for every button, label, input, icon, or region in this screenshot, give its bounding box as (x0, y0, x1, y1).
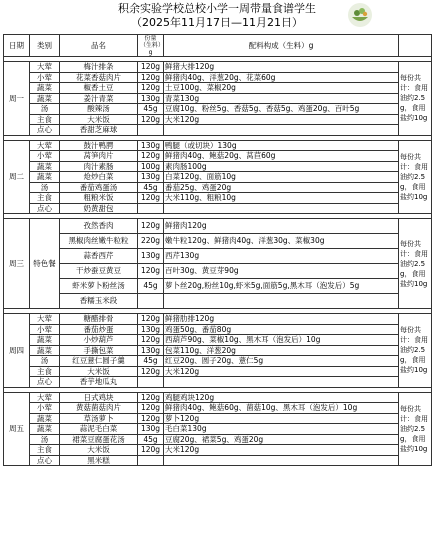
day-label: 周三 (4, 219, 30, 309)
ingredients-cell: 西葫芦90g、菜椒10g、黑木耳（泡发后）10g (164, 335, 399, 346)
category-cell: 小荤 (30, 324, 60, 335)
dish-cell: 糖醋排骨 (60, 314, 138, 325)
table-row (4, 455, 432, 466)
dish-cell: 日式鸡块 (60, 392, 138, 403)
dish-cell: 肉汁素肠 (60, 161, 138, 172)
dish-cell: 黑椒肉丝嫩牛粒粒 (60, 234, 138, 249)
category-cell: 点心 (30, 377, 60, 388)
category-cell: 蔬菜 (30, 335, 60, 346)
table-row (4, 403, 432, 414)
category-cell: 蔬菜 (30, 161, 60, 172)
ingredients-cell: 鲜猪大排120g (164, 62, 399, 73)
dish-cell: 番茄鸡蛋汤 (60, 182, 138, 193)
header-dish: 品名 (60, 35, 138, 57)
dish-cell: 大米饭 (60, 114, 138, 125)
ingredients-cell: 鲜猪肉40g、鲍菇60g、菌菇10g、黑木耳（泡发后）10g (164, 403, 399, 414)
ingredients-cell (164, 377, 399, 388)
category-cell: 主食 (30, 193, 60, 204)
portion-cell: 45g (138, 104, 164, 115)
portion-cell: 120g (138, 335, 164, 346)
table-row (4, 140, 432, 151)
portion-cell: 120g (138, 72, 164, 83)
dish-cell: 梅汁排条 (60, 62, 138, 73)
menu-table (3, 34, 432, 466)
table-row (4, 413, 432, 424)
ingredients-cell: 白菜120g、面筋10g (164, 172, 399, 183)
table-row (4, 172, 432, 183)
category-cell: 主食 (30, 114, 60, 125)
portion-cell: 130g (138, 172, 164, 183)
dish-cell: 莴笋肉片 (60, 151, 138, 162)
nutrition-note: 每份共计：食用油约2.5g，食用盐约10g (399, 140, 432, 214)
table-row (4, 203, 432, 214)
portion-cell: 120g (138, 151, 164, 162)
table-row (4, 445, 432, 456)
portion-cell: 130g (138, 324, 164, 335)
portion-cell: 120g (138, 83, 164, 94)
portion-cell: 100g (138, 161, 164, 172)
ingredients-cell: 包菜110g、洋葱20g (164, 345, 399, 356)
category-cell: 点心 (30, 455, 60, 466)
portion-cell: 45g (138, 434, 164, 445)
category-cell: 大荤 (30, 392, 60, 403)
category-cell: 汤 (30, 356, 60, 367)
dish-cell: 红豆薏仁圆子羹 (60, 356, 138, 367)
table-row (4, 264, 432, 279)
table-row (4, 279, 432, 294)
portion-cell: 120g (138, 193, 164, 204)
nutrition-note: 每份共计：食用油约2.5g，食用盐约10g (399, 62, 432, 136)
table-row (4, 366, 432, 377)
table-row (4, 392, 432, 403)
nutrition-note: 每份共计：食用油约2.5g，食用盐约10g (399, 314, 432, 388)
dish-cell: 虾米萝卜粉丝汤 (60, 279, 138, 294)
dish-cell: 孜然香肉 (60, 219, 138, 234)
table-row (4, 72, 432, 83)
category-cell: 特色餐 (30, 219, 60, 309)
portion-cell (138, 203, 164, 214)
ingredients-cell: 鲜猪肉40g、洋葱20g、花菜60g (164, 72, 399, 83)
portion-cell: 120g (138, 403, 164, 414)
table-row (4, 249, 432, 264)
portion-cell: 120g (138, 219, 164, 234)
dish-cell: 粗粮米饭 (60, 193, 138, 204)
title-line-2: （2025年11月17日—11月21日） (131, 16, 303, 29)
category-cell: 主食 (30, 445, 60, 456)
category-cell: 汤 (30, 434, 60, 445)
day-label: 周五 (4, 392, 30, 466)
category-cell: 小荤 (30, 403, 60, 414)
portion-cell (138, 125, 164, 136)
table-row (4, 104, 432, 115)
portion-cell: 120g (138, 445, 164, 456)
dish-cell: 大米饭 (60, 366, 138, 377)
category-cell: 主食 (30, 366, 60, 377)
dish-cell: 花菜香菇肉片 (60, 72, 138, 83)
portion-cell: 120g (138, 314, 164, 325)
table-row (4, 294, 432, 309)
ingredients-cell: 嫩牛粒120g、鲜猪肉40g、洋葱30g、菜椒30g (164, 234, 399, 249)
ingredients-cell: 素肉肠100g (164, 161, 399, 172)
portion-cell (138, 377, 164, 388)
header-portion: 份量（生料）g (138, 35, 164, 57)
table-row (4, 182, 432, 193)
ingredients-cell: 西芹130g (164, 249, 399, 264)
category-cell: 蔬菜 (30, 345, 60, 356)
dish-cell: 奶黄甜包 (60, 203, 138, 214)
title-line-1: 积余实验学校总校小学一周带量食谱学生 (118, 2, 316, 15)
header-ingredients: 配料构成（生料）g (164, 35, 399, 57)
header-row (4, 35, 432, 57)
ingredients-cell (164, 294, 399, 309)
portion-cell (138, 455, 164, 466)
table-row (4, 62, 432, 73)
header-category: 类别 (30, 35, 60, 57)
ingredients-cell: 鸭腿（或切块）130g (164, 140, 399, 151)
dish-cell: 黑米糕 (60, 455, 138, 466)
category-cell: 蔬菜 (30, 93, 60, 104)
ingredients-cell: 豆腐20g、裙菜5g、鸡蛋20g (164, 434, 399, 445)
table-row (4, 424, 432, 435)
table-row (4, 161, 432, 172)
dish-cell: 小炒葫芦 (60, 335, 138, 346)
dish-cell: 椒香土豆 (60, 83, 138, 94)
dish-cell: 炝炒白菜 (60, 172, 138, 183)
table-row (4, 324, 432, 335)
category-cell: 大荤 (30, 314, 60, 325)
table-row (4, 193, 432, 204)
ingredients-cell: 百叶30g、黄豆芽90g (164, 264, 399, 279)
category-cell: 蔬菜 (30, 424, 60, 435)
day-label: 周四 (4, 314, 30, 388)
table-row (4, 234, 432, 249)
portion-cell: 130g (138, 140, 164, 151)
portion-cell: 120g (138, 366, 164, 377)
ingredients-cell: 鸡蛋50g、番茄80g (164, 324, 399, 335)
dish-cell: 鼓汁鸭腭 (60, 140, 138, 151)
ingredients-cell: 土豆100g、菜椒20g (164, 83, 399, 94)
dish-cell: 香甜芝麻球 (60, 125, 138, 136)
ingredients-cell: 大米120g (164, 366, 399, 377)
ingredients-cell: 鸡腿鸡块120g (164, 392, 399, 403)
category-cell: 汤 (30, 104, 60, 115)
dish-cell: 蒜泥毛白菜 (60, 424, 138, 435)
ingredients-cell: 鲜猪肉120g (164, 219, 399, 234)
portion-cell: 130g (138, 93, 164, 104)
dish-cell: 番茄炒蛋 (60, 324, 138, 335)
ingredients-cell: 大米120g (164, 445, 399, 456)
nutrition-note: 每份共计：食用油约2.5g，食用盐约10g (399, 392, 432, 466)
category-cell: 点心 (30, 125, 60, 136)
ingredients-cell: 大米120g (164, 114, 399, 125)
portion-cell: 220g (138, 234, 164, 249)
dish-cell: 酸辣汤 (60, 104, 138, 115)
portion-cell: 120g (138, 62, 164, 73)
table-row (4, 377, 432, 388)
dish-cell: 裙菜豆腐蛋花汤 (60, 434, 138, 445)
table-row (4, 114, 432, 125)
portion-cell: 45g (138, 279, 164, 294)
portion-cell: 45g (138, 182, 164, 193)
category-cell: 大荤 (30, 62, 60, 73)
table-row (4, 83, 432, 94)
ingredients-cell: 萝卜120g (164, 413, 399, 424)
ingredients-cell: 鲜猪肉40g、鲍菇20g、莴苣60g (164, 151, 399, 162)
table-row (4, 151, 432, 162)
dish-cell: 干炒蚕豆黄豆 (60, 264, 138, 279)
table-row (4, 219, 432, 234)
day-label: 周二 (4, 140, 30, 214)
portion-cell: 120g (138, 392, 164, 403)
table-row (4, 314, 432, 325)
ingredients-cell: 萝卜丝20g,粉丝10g,虾米5g,面筋5g,黑木耳（泡发后）5g (164, 279, 399, 294)
table-row (4, 335, 432, 346)
school-logo-icon (347, 2, 373, 28)
day-label: 周一 (4, 62, 30, 136)
dish-cell: 大米饭 (60, 445, 138, 456)
category-cell: 汤 (30, 182, 60, 193)
table-row (4, 434, 432, 445)
dish-cell: 手撕包菜 (60, 345, 138, 356)
ingredients-cell: 番茄25g、鸡蛋20g (164, 182, 399, 193)
category-cell: 小荤 (30, 72, 60, 83)
dish-cell: 草汤萝卜 (60, 413, 138, 424)
portion-cell: 130g (138, 249, 164, 264)
category-cell: 大荤 (30, 140, 60, 151)
header-date: 日期 (4, 35, 30, 57)
dish-cell: 黄菇菌菇肉片 (60, 403, 138, 414)
ingredients-cell: 毛白菜130g (164, 424, 399, 435)
ingredients-cell (164, 203, 399, 214)
category-cell: 点心 (30, 203, 60, 214)
table-row (4, 356, 432, 367)
table-row (4, 93, 432, 104)
ingredients-cell (164, 125, 399, 136)
ingredients-cell: 大米110g、粗粮10g (164, 193, 399, 204)
table-row (4, 125, 432, 136)
ingredients-cell (164, 455, 399, 466)
ingredients-cell: 青菜130g (164, 93, 399, 104)
ingredients-cell: 豆腐10g、粉丝5g、香菇5g、香菇5g、鸡蛋20g、百叶5g (164, 104, 399, 115)
portion-cell: 120g (138, 413, 164, 424)
dish-cell: 姜汁青菜 (60, 93, 138, 104)
portion-cell: 130g (138, 345, 164, 356)
table-row (4, 345, 432, 356)
portion-cell (138, 294, 164, 309)
category-cell: 蔬菜 (30, 83, 60, 94)
portion-cell: 45g (138, 356, 164, 367)
ingredients-cell: 红豆20g、圆子20g、薏仁5g (164, 356, 399, 367)
ingredients-cell: 鲜猪肋排120g (164, 314, 399, 325)
nutrition-note: 每份共计：食用油约2.5g，食用盐约10g (399, 219, 432, 309)
category-cell: 蔬菜 (30, 172, 60, 183)
category-cell: 小荤 (30, 151, 60, 162)
dish-cell: 香糯玉米段 (60, 294, 138, 309)
portion-cell: 130g (138, 424, 164, 435)
dish-cell: 蒜香西芹 (60, 249, 138, 264)
category-cell: 蔬菜 (30, 413, 60, 424)
dish-cell: 香芋地瓜丸 (60, 377, 138, 388)
portion-cell: 120g (138, 264, 164, 279)
portion-cell: 120g (138, 114, 164, 125)
